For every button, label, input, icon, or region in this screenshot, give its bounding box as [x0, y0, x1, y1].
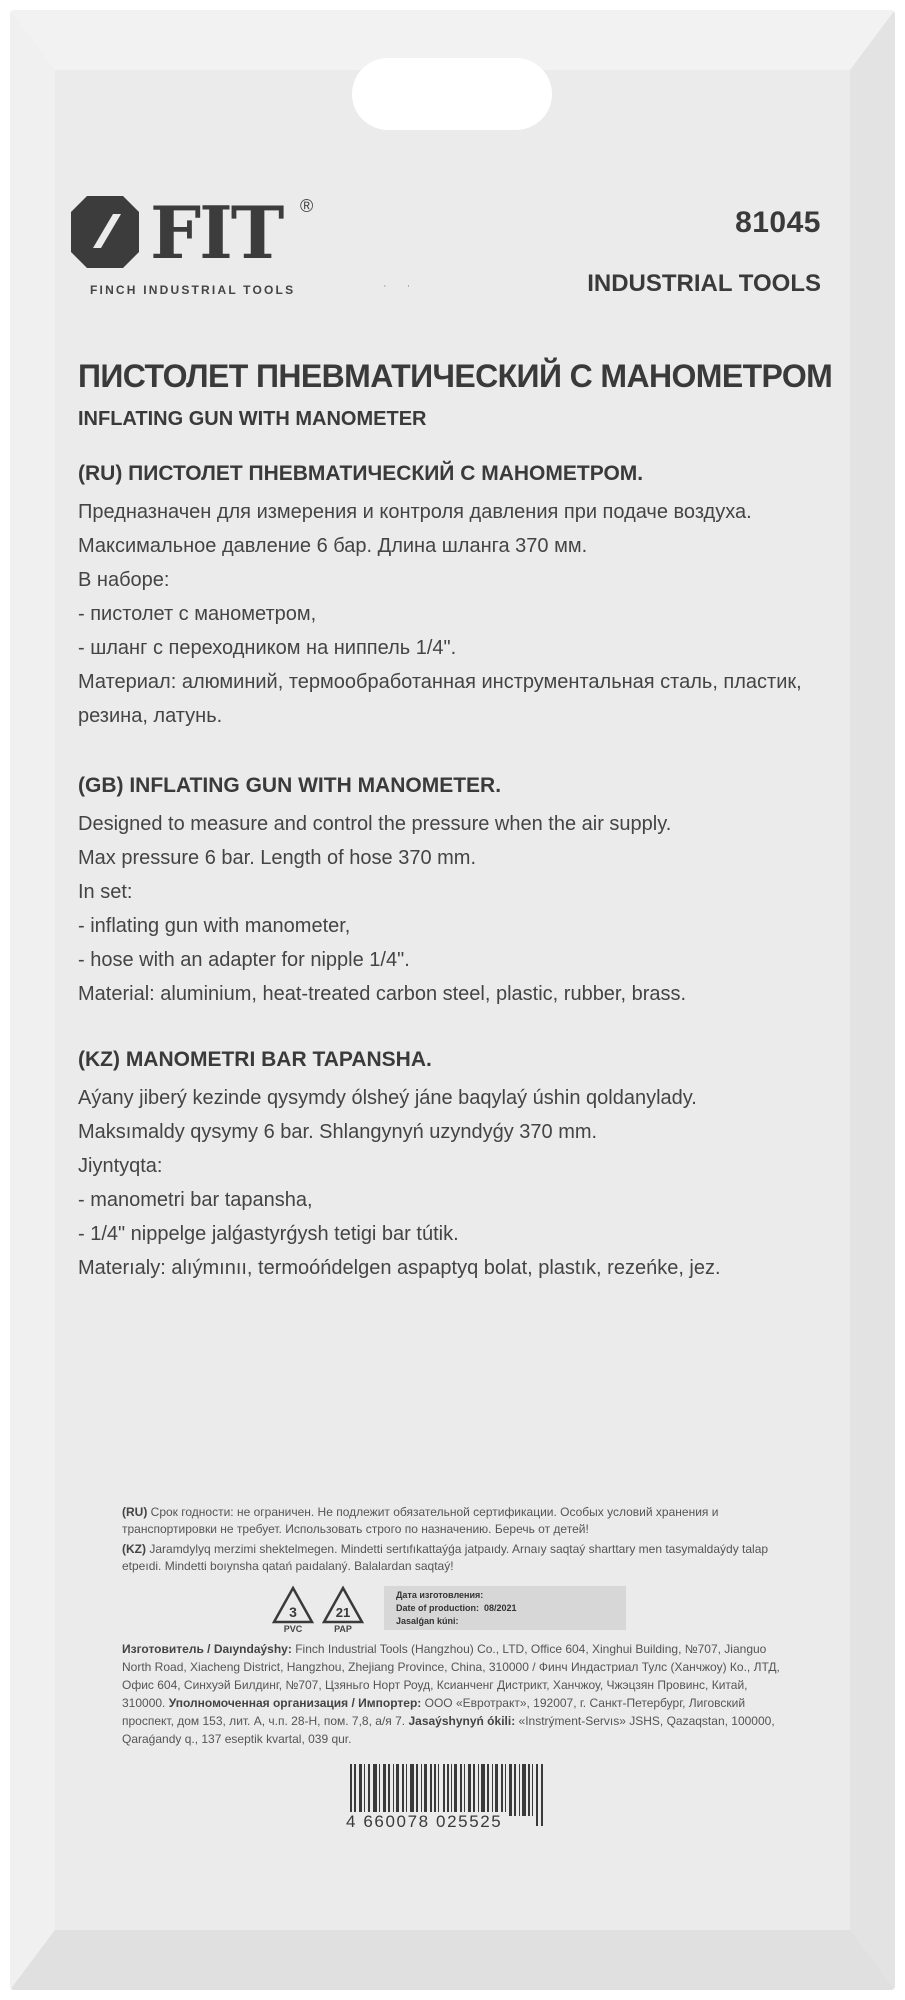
- maker-label: Изготовитель / Daıyndaýshy:: [122, 1642, 292, 1656]
- description-line: - шланг с переходником на ниппель 1/4".: [78, 637, 457, 659]
- logo-subtitle: FINCH INDUSTRIAL TOOLS: [90, 283, 296, 297]
- legal-ru: [122, 1504, 782, 1538]
- description-line: Jiyntyqta:: [78, 1155, 163, 1177]
- recycle-number: 21: [335, 1605, 351, 1620]
- legal-tag: (KZ): [122, 1542, 146, 1556]
- legal-tag: (RU): [122, 1505, 148, 1519]
- description-line: Maksımaldy qysymy 6 bar. Shlangynyń uzyndyǵy 370 mm.: [78, 1121, 598, 1143]
- production-label-en: Date of production: 08/2021: [396, 1603, 517, 1613]
- production-date: 08/2021: [484, 1603, 517, 1613]
- description-line: - пистолет с манометром,: [78, 603, 317, 625]
- description-line: Предназначен для измерения и контроля давления при подаче воздуха.: [78, 501, 752, 523]
- legal-kz: [122, 1541, 782, 1575]
- description-line: - inflating gun with manometer,: [78, 915, 351, 937]
- importer-label: Уполномоченная организация / Импортер:: [168, 1696, 422, 1710]
- description-line: В наборе:: [78, 569, 170, 591]
- legal-text: Jaramdylyq merzimi shektelmegen. Mindetti sertıfıkattaýǵa jatpaıdy. Arnaıy saqtaý sharttary men tasymaldaýdy talap etpeıdi. Mindetti boıynsha qatań paıdalaný. Balalardan saqtaý!: [122, 1542, 769, 1573]
- section-heading: (RU) ПИСТОЛЕТ ПНЕВМАТИЧЕСКИЙ С МАНОМЕТРОМ.: [78, 462, 644, 485]
- description-line: Материал: алюминий, термообработанная инструментальная сталь, пластик,: [78, 671, 802, 693]
- description-line: Максимальное давление 6 бар. Длина шланга 370 мм.: [78, 535, 588, 557]
- description-line: Materıaly: alıýmınıı, termoóńdelgen aspaptyq bolat, plastık, rezeńke, jez.: [78, 1257, 721, 1279]
- legal-text: Срок годности: не ограничен. Не подлежит обязательной сертификации. Особых условий хранения и транспортировки не требует. Использовать строго по назначению. Беречь от детей!: [122, 1505, 719, 1536]
- description-line: Material: aluminium, heat-treated carbon steel, plastic, rubber, brass.: [78, 983, 687, 1005]
- hang-hole: [352, 58, 552, 130]
- maker-text: Finch Industrial Tools (Hangzhou) Co., LTD, Office 604, Xinghui Building, №707, Jianguo North Road, Xiacheng District, Hangzhou, Zhejiang Province, China, 310000 / Финч Индастриал Тулс (Ханчжоу) Ко., ЛТД, Офис 604, Синхуэй Билдинг, №707, Цзяньго Норт Роуд, Ксианченг Дистрикт, Ханчжоу, Чжэцзян Провинс, Китай, 310000.: [122, 1642, 780, 1710]
- recycle-label: PVC: [283, 1624, 303, 1634]
- product-title-ru: ПИСТОЛЕТ ПНЕВМАТИЧЕСКИЙ С МАНОМЕТРОМ: [78, 358, 833, 394]
- description-ru: [78, 457, 808, 733]
- dots-icon: ··: [383, 280, 431, 292]
- logo-text: FIT: [150, 190, 283, 275]
- description-line: Designed to measure and control the pressure when the air supply.: [78, 813, 672, 835]
- category-label: INDUSTRIAL TOOLS: [587, 270, 821, 297]
- description-gb: [78, 769, 808, 1011]
- description-line: резина, латунь.: [78, 705, 223, 727]
- agent-text: «Instrýment-Servıs» JSHS, Qazaqstan, 100000, Qaraǵandy q., 137 eseptik kvartal, 039 qur.: [122, 1714, 775, 1746]
- agent-label: Jasaýshynyń ókili:: [408, 1714, 516, 1728]
- manufacturer-info: [122, 1640, 782, 1748]
- description-line: Aýany jiberý kezinde qysymdy ólsheý jáne baqylaý úshin qoldanylady.: [78, 1087, 697, 1109]
- article-number: 81045: [735, 206, 821, 239]
- product-title-en: INFLATING GUN WITH MANOMETER: [78, 408, 427, 430]
- production-date-box: [384, 1586, 626, 1630]
- description-line: Max pressure 6 bar. Length of hose 370 mm.: [78, 847, 476, 869]
- barcode-digits: 4 660078 025525: [342, 1812, 506, 1832]
- section-heading: (KZ) MANOMETRI BAR TAPANSHA.: [78, 1048, 432, 1071]
- production-label-kz: Jasalǵan kúni:: [396, 1616, 459, 1626]
- description-line: - hose with an adapter for nipple 1/4".: [78, 949, 410, 971]
- recycle-number: 3: [289, 1604, 297, 1620]
- importer-text: ООО «Евротракт», 192007, г. Санкт-Петербург, Лиговский проспект, дом 153, лит. А, ч.п. 28-Н, пом. 7,8, а/я 7.: [122, 1696, 746, 1728]
- production-label-ru: Дата изготовления:: [396, 1590, 484, 1600]
- description-kz: [78, 1043, 808, 1285]
- description-line: - 1/4" nippelge jalǵastyrǵysh tetigi bar tútik.: [78, 1223, 459, 1245]
- description-line: In set:: [78, 881, 133, 903]
- logo-registered-mark: ®: [300, 196, 314, 216]
- recycle-label: PAP: [334, 1624, 352, 1634]
- section-heading: (GB) INFLATING GUN WITH MANOMETER.: [78, 774, 502, 797]
- description-line: - manometri bar tapansha,: [78, 1189, 313, 1211]
